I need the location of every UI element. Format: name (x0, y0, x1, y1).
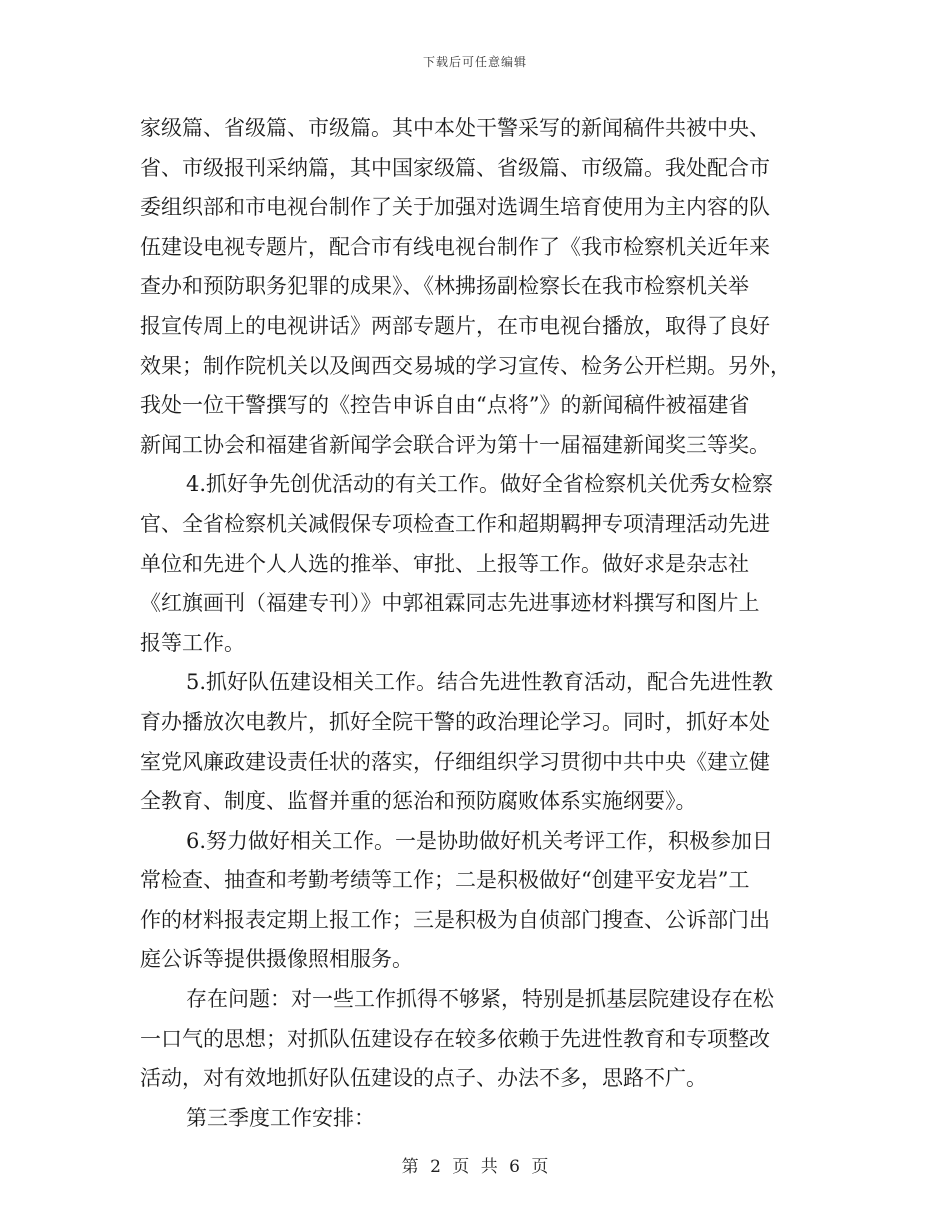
text-line: 4.抓好争先创优活动的有关工作。做好全省检察机关优秀女检察 (186, 472, 774, 497)
paragraph-existing-problems (140, 980, 812, 1099)
text-line: 室党风廉政建设责任状的落实，仔细组织学习贯彻中共中央《建立健 (140, 749, 770, 774)
paragraph-item-6 (140, 822, 812, 980)
text-line: 一口气的思想；对抓队伍建设存在较多依赖于先进性教育和专项整改 (140, 1026, 770, 1051)
text-line: 委组织部和市电视台制作了关于加强对选调生培育使用为主内容的队 (140, 195, 770, 220)
paragraph-item-4 (140, 465, 812, 663)
text-line: 报等工作。 (140, 630, 245, 655)
text-line: 5.抓好队伍建设相关工作。结合先进性教育活动，配合先进性教 (186, 670, 774, 695)
text-line: 我处一位干警撰写的《控告申诉自由“点将”》的新闻稿件被福建省 (140, 393, 750, 418)
document-body (140, 109, 812, 1138)
text-line: 报宣传周上的电视讲话》两部专题片，在市电视台播放，取得了良好 (140, 313, 770, 338)
text-line: 6.努力做好相关工作。一是协助做好机关考评工作，积极参加日 (186, 828, 774, 853)
text-line: 《红旗画刊（福建专刊）》中郭祖霖同志先进事迹材料撰写和图片上 (140, 591, 760, 616)
text-line: 效果；制作院机关以及闽西交易城的学习宣传、检务公开栏期。另外， (140, 353, 791, 378)
text-line: 活动，对有效地抓好队伍建设的点子、办法不多，思路不广。 (140, 1066, 707, 1091)
text-line: 省、市级报刊采纳篇，其中国家级篇、省级篇、市级篇。我处配合市 (140, 155, 770, 180)
paragraph-publicity-results (140, 109, 812, 465)
paragraph-q3-plan-heading (140, 1099, 812, 1139)
text-line: 官、全省检察机关减假保专项检查工作和超期羁押专项清理活动先进 (140, 511, 770, 536)
page-header: 下载后可任意编辑 (422, 55, 527, 69)
text-line: 新闻工协会和福建省新闻学会联合评为第十一届福建新闻奖三等奖。 (140, 432, 770, 457)
text-line: 第三季度工作安排： (186, 1105, 375, 1130)
text-line: 育办播放次电教片，抓好全院干警的政治理论学习。同时，抓好本处 (140, 709, 770, 734)
text-line: 常检查、抽查和考勤考绩等工作；二是积极做好“创建平安龙岩”工 (140, 868, 750, 893)
page-number-footer: 第 2 页 共 6 页 (401, 1157, 549, 1177)
text-line: 全教育、制度、监督并重的惩治和预防腐败体系实施纲要》。 (140, 789, 697, 814)
text-line: 伍建设电视专题片，配合市有线电视台制作了《我市检察机关近年来 (140, 234, 770, 259)
text-line: 作的材料报表定期上报工作；三是积极为自侦部门搜查、公诉部门出 (140, 907, 770, 932)
text-line: 存在问题：对一些工作抓得不够紧，特别是抓基层院建设存在松 (186, 987, 774, 1012)
paragraph-item-5 (140, 663, 812, 821)
text-line: 家级篇、省级篇、市级篇。其中本处干警采写的新闻稿件共被中央、 (140, 116, 770, 140)
text-line: 查办和预防职务犯罪的成果》、《林拂扬副检察长在我市检察机关举 (140, 274, 749, 299)
text-line: 庭公诉等提供摄像照相服务。 (140, 947, 413, 972)
text-line: 单位和先进个人人选的推举、审批、上报等工作。做好求是杂志社 (140, 551, 749, 576)
